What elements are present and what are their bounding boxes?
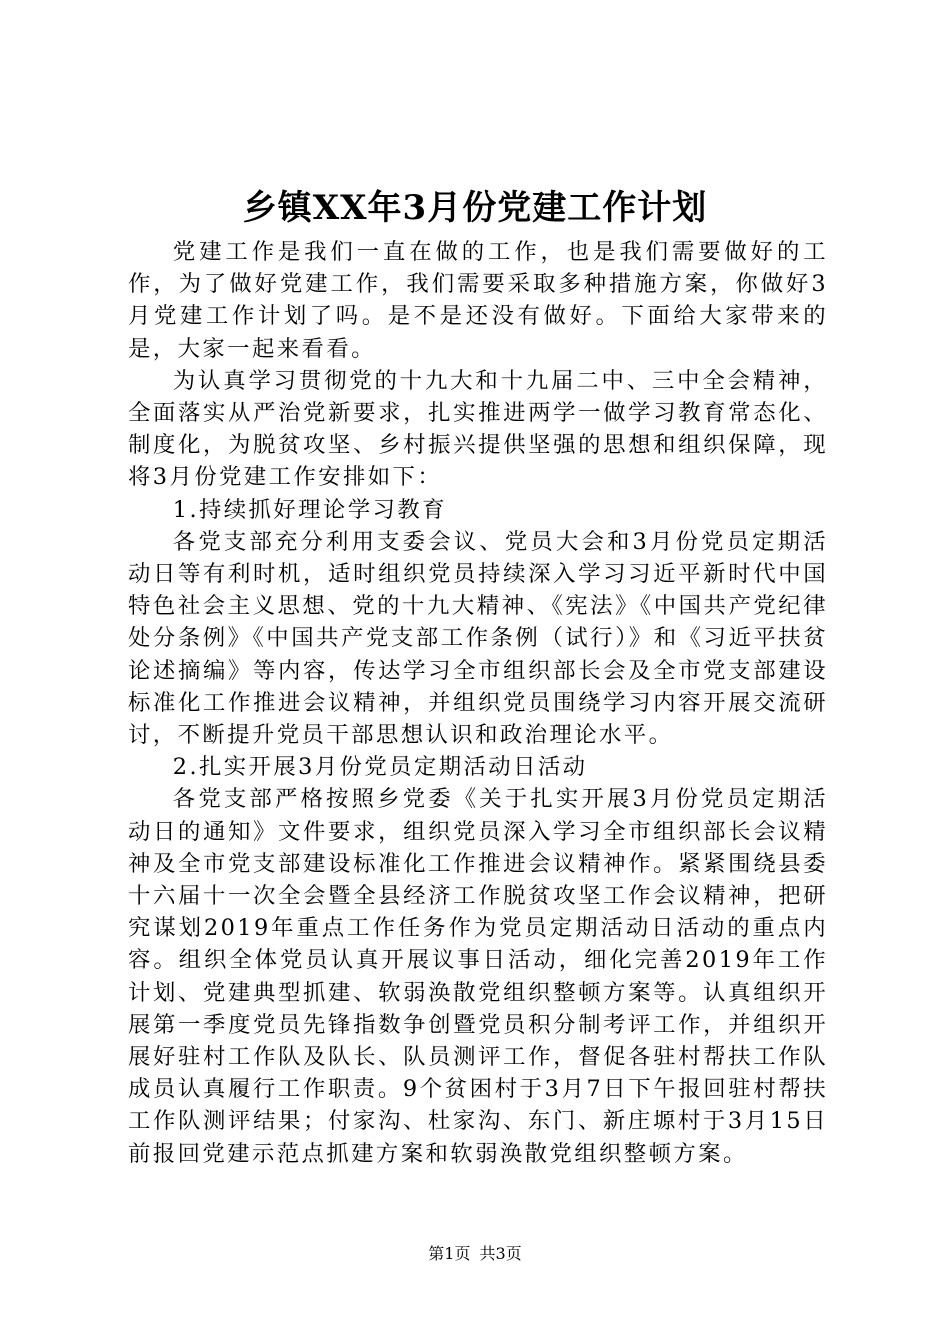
document-title: 乡镇XX年3月份党建工作计划	[242, 188, 708, 228]
section-2-paragraph: 各党支部严格按照乡党委《关于扎实开展3月份党员定期活动日的通知》文件要求，组织党员深入学习全市组织部长会议精神及全市党支部建设标准化工作推进会议精神作。紧紧围绕县委十六届十一次全会暨全县经济工作脱贫攻坚工作会议精神，把研究谋划2019年重点工作任务作为党员定期活动日活动的重点内容。组织全体党员认真开展议事日活动，细化完善2019年工作计划、党建典型抓建、软弱涣散党组织整顿方案等。认真组织开展第一季度党员先锋指数争创暨党员积分制考评工作，并组织开展好驻村工作队及队长、队员测评工作，督促各驻村帮扶工作队成员认真履行工作职责。9个贫困村于3月7日下午报回驻村帮扶工作队测评结果；付家沟、杜家沟、东门、新庄塬村于3月15日前报回党建示范点抓建方案和软弱涣散党组织整顿方案。	[128, 786, 828, 1167]
section-heading-2: 2.扎实开展3月份党员定期活动日活动	[172, 754, 588, 781]
page-total: 共3页	[479, 1244, 522, 1263]
intro-paragraph: 党建工作是我们一直在做的工作，也是我们需要做好的工作，为了做好党建工作，我们需要采取多种措施方案，你做好3月党建工作计划了吗。是不是还没有做好。下面给大家带来的是，大家一起来看看。	[128, 239, 828, 362]
section-1-paragraph: 各党支部充分利用支委会议、党员大会和3月份党员定期活动日等有利时机，适时组织党员持续深入学习习近平新时代中国特色社会主义思想、党的十九大精神、《宪法》《中国共产党纪律处分条例》《中国共产党支部工作条例（试行）》和《习近平扶贫论述摘编》等内容，传达学习全市组织部长会及全市党支部建设标准化工作推进会议精神，并组织党员围绕学习内容开展交流研讨，不断提升党员干部思想认识和政治理论水平。	[128, 528, 828, 749]
page-footer	[0, 1244, 950, 1264]
document-body	[128, 236, 828, 1170]
section-heading-1: 1.持续抓好理论学习教育	[172, 496, 447, 523]
page-number: 第1页	[428, 1244, 471, 1263]
purpose-paragraph: 为认真学习贯彻党的十九大和十九届二中、三中全会精神，全面落实从严治党新要求，扎实推进两学一做学习教育常态化、制度化，为脱贫攻坚、乡村振兴提供坚强的思想和组织保障，现将3月份党建工作安排如下：	[128, 367, 828, 491]
